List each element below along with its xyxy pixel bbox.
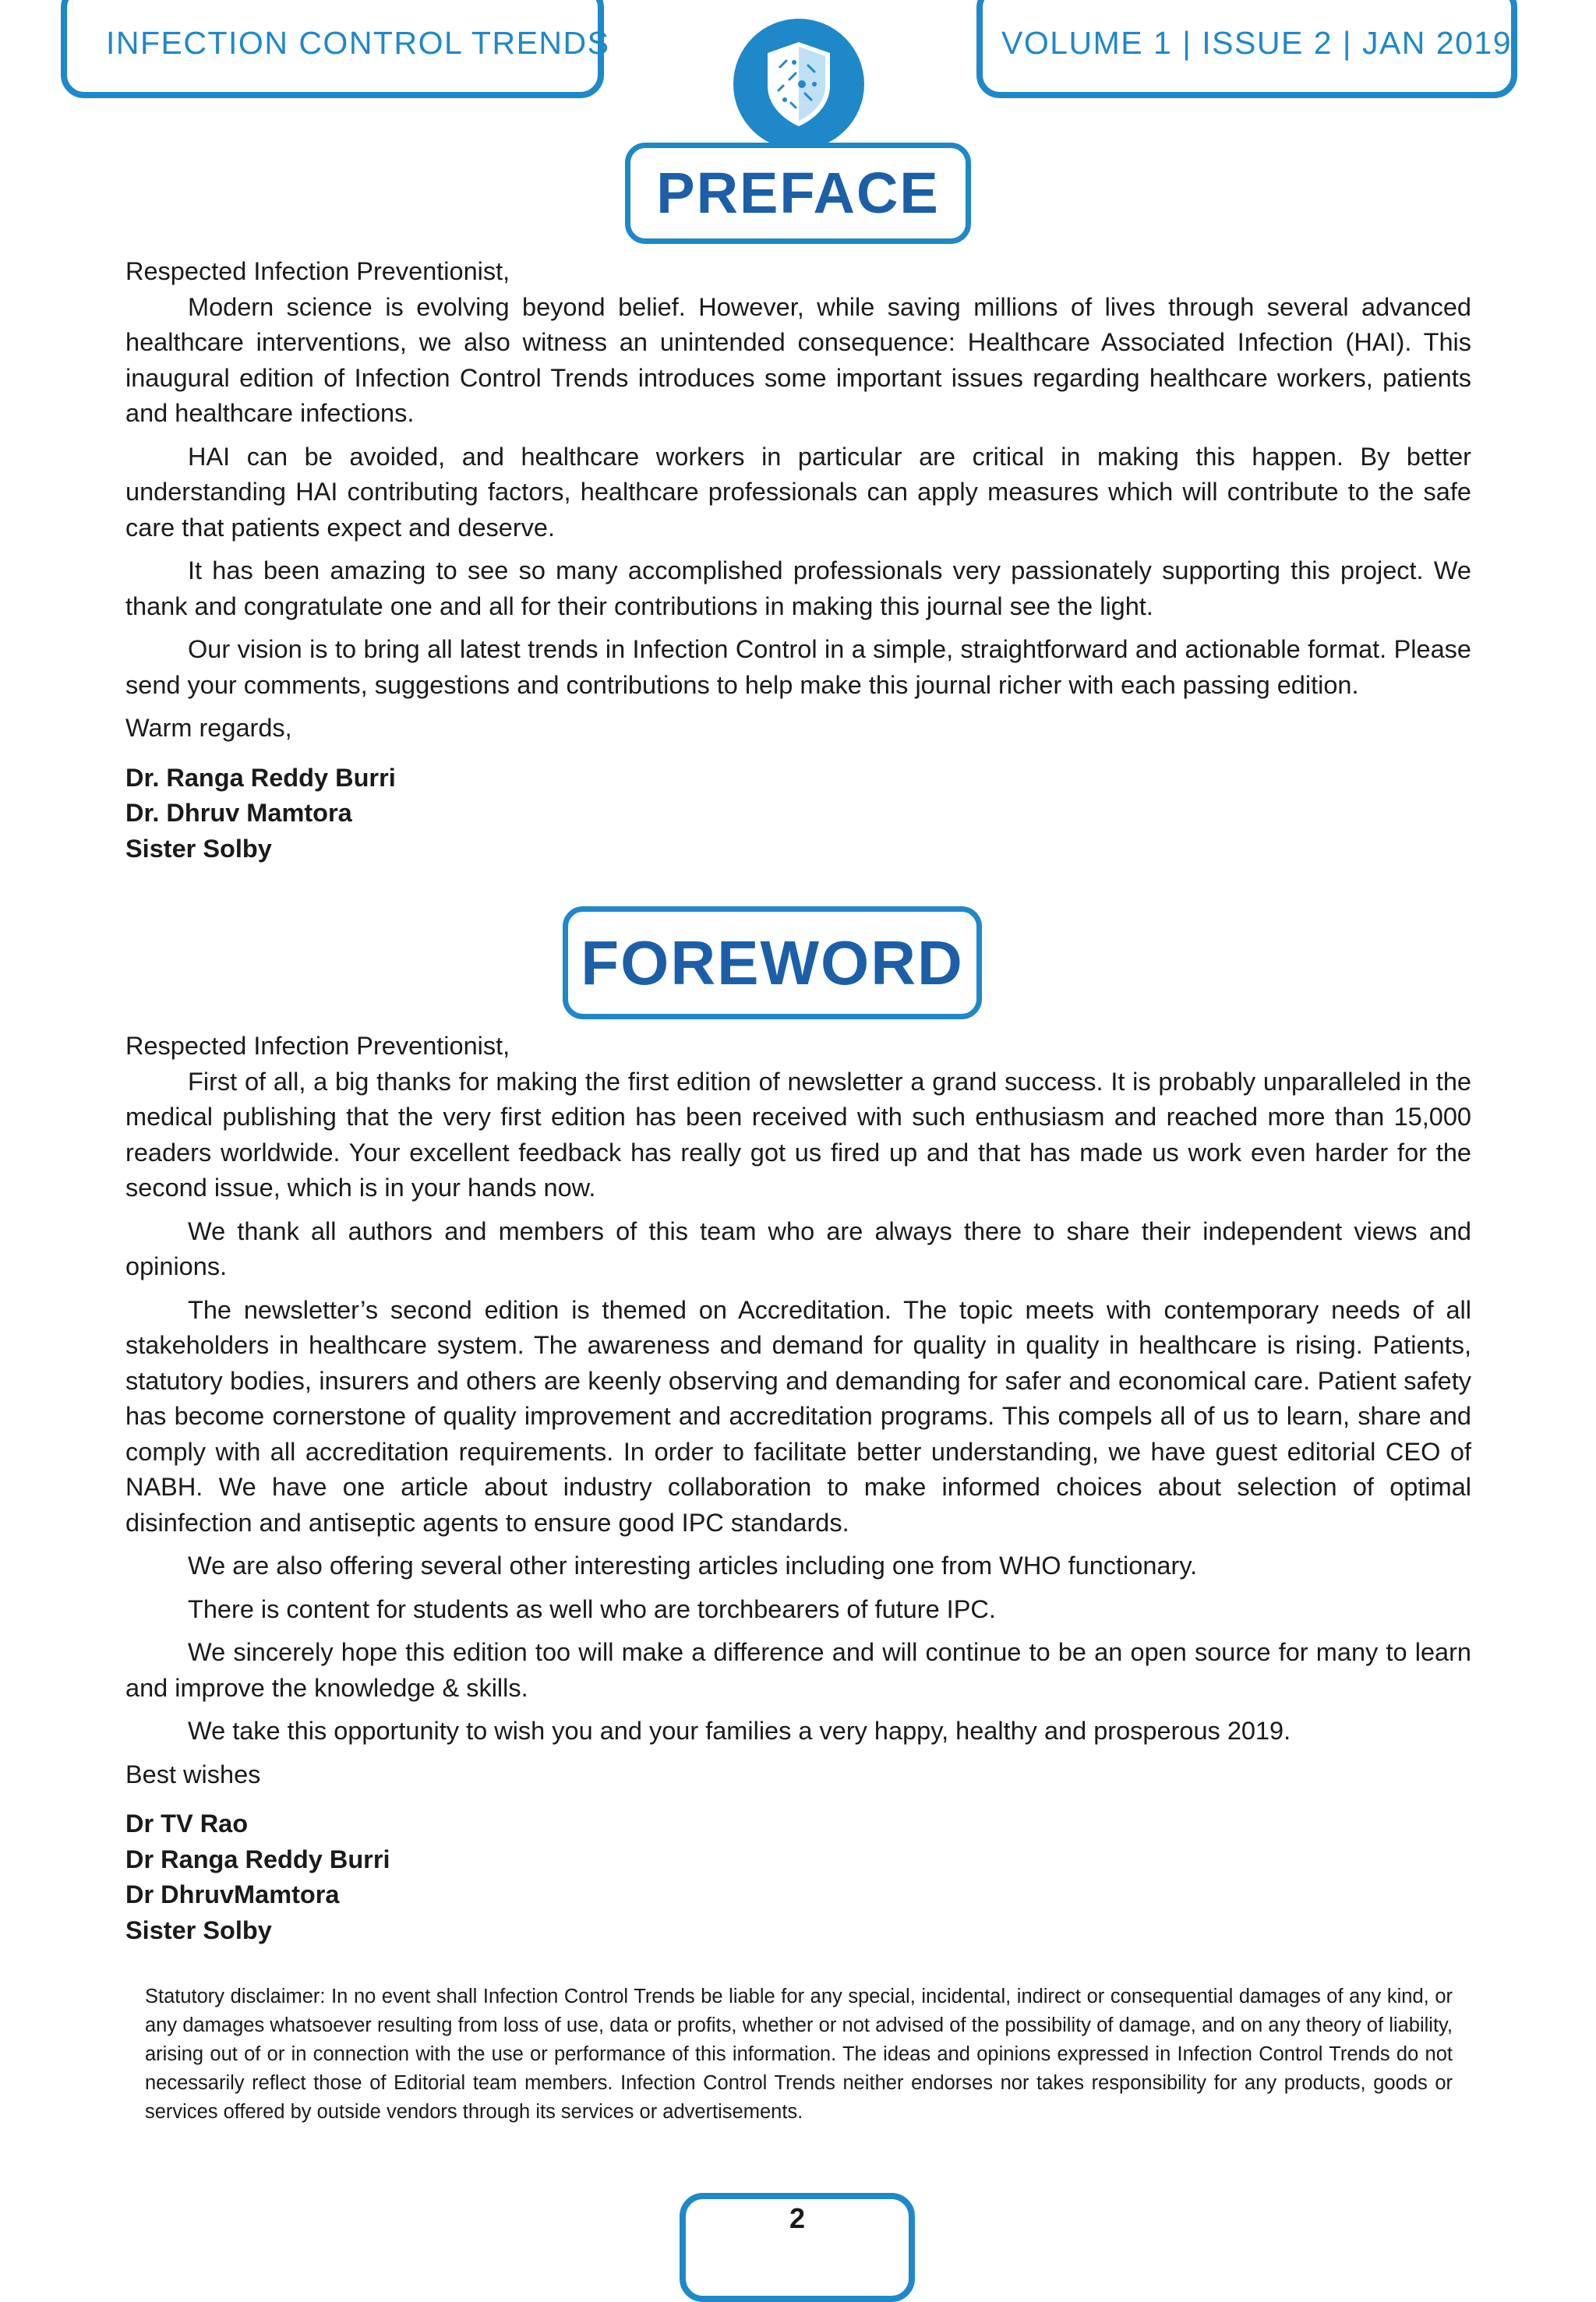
foreword-body — [125, 1029, 1471, 1948]
page-number: 2 — [789, 2202, 806, 2234]
page-number-tab — [680, 2193, 915, 2302]
header-journal-box — [61, 0, 610, 98]
preface-body — [125, 254, 1471, 867]
foreword-paragraph: We take this opportunity to wish you and your families a very happy, healthy and prosperous 2019. — [188, 1717, 1291, 1745]
foreword-closing: Best wishes — [125, 1760, 261, 1788]
signatory-name: Dr Ranga Reddy Burri — [125, 1845, 390, 1873]
preface-closing: Warm regards, — [125, 714, 292, 742]
signatory-name: Sister Solby — [125, 1915, 272, 1944]
preface-title: PREFACE — [625, 143, 971, 244]
preface-paragraph: Modern science is evolving beyond belief. However, while saving millions of lives through several advanced healthcare interventions, we also witness an unintended consequence: Healthcare Associated Infection (HAI). This inaugural edition of Infection Control Trends introduces some important issues regarding healthcare workers, patients and healthcare infections. — [125, 292, 1471, 427]
foreword-paragraph: The newsletter’s second edition is themed on Accreditation. The topic meets with contemporary needs of all stakeholders in healthcare system. The awareness and demand for quality in quality in healthcare is rising. Patients, statutory bodies, insurers and others are keenly observing and demanding for safer and economical care. Patient safety has become cornerstone of quality improvement and accreditation programs. This compels all of us to learn, share and comply with all accreditation requirements. In order to facilitate better understanding, we have guest editorial CEO of NABH. We have one article about industry collaboration to make informed choices about selection of optimal disinfection and antiseptic agents to ensure good IPC standards. — [125, 1295, 1471, 1537]
signatory-name: Sister Solby — [125, 834, 272, 863]
preface-paragraph: It has been amazing to see so many accomplished professionals very passionately supporting this project. We thank and congratulate one and all for their contributions in making this journal see the light. — [125, 556, 1471, 620]
foreword-paragraph: We thank all authors and members of this team who are always there to share their independent views and opinions. — [125, 1216, 1471, 1280]
signatory-name: Dr. Dhruv Mamtora — [125, 799, 352, 827]
preface-salutation: Respected Infection Preventionist, — [125, 257, 510, 285]
statutory-disclaimer: Statutory disclaimer: In no event shall Infection Control Trends be liable for any special, incidental, indirect or consequential damages of any kind, or any damages whatsoever resulting from loss of use, data or profits, whether or not advised of the possibility of damage, and on any theory of liability, arising out of or in connection with the use or performance of this information. The ideas and opinions expressed in Infection Control Trends do not necessarily reflect those of Editorial team members. Infection Control Trends neither endorses nor takes responsibility for any products, goods or services offered by outside vendors through its services or advertisements. — [145, 1986, 1453, 2123]
foreword-salutation: Respected Infection Preventionist, — [125, 1032, 510, 1060]
journal-name: INFECTION CONTROL TRENDS — [106, 25, 610, 61]
preface-paragraph: Our vision is to bring all latest trends in Infection Control in a simple, straightforward and actionable format. Please send your comments, suggestions and contributions to help make this journal richer with each passing edition. — [125, 635, 1471, 699]
foreword-paragraph: First of all, a big thanks for making the first edition of newsletter a grand success. It is probably unparalleled in the medical publishing that the very first edition has been received with such enthusiasm and reached more than 15,000 readers worldwide. Your excellent feedback has really got us fired up and that has made us work even harder for the second issue, which is in your hands now. — [125, 1067, 1471, 1202]
preface-paragraph: HAI can be avoided, and healthcare workers in particular are critical in making this happen. By better understanding HAI contributing factors, healthcare professionals can apply measures which will contribute to the safe care that patients expect and deserve. — [125, 442, 1471, 542]
foreword-title: FOREWORD — [563, 906, 982, 1019]
journal-logo — [733, 19, 864, 150]
shield-icon — [733, 19, 864, 150]
issue-info: VOLUME 1 | ISSUE 2 | JAN 2019 — [1001, 25, 1512, 61]
signatory-name: Dr. Ranga Reddy Burri — [125, 763, 396, 792]
foreword-signatories — [125, 1806, 1471, 1948]
foreword-paragraph: We sincerely hope this edition too will make a difference and will continue to be an open source for many to learn and improve the knowledge & skills. — [125, 1638, 1471, 1702]
foreword-paragraph: We are also offering several other interesting articles including one from WHO functionary. — [188, 1552, 1198, 1580]
signatory-name: Dr DhruvMamtora — [125, 1880, 340, 1908]
header-issue-box — [976, 0, 1517, 98]
signatory-name: Dr TV Rao — [125, 1809, 249, 1838]
preface-signatories — [125, 761, 1471, 867]
foreword-paragraph: There is content for students as well who are torchbearers of future IPC. — [188, 1594, 996, 1623]
